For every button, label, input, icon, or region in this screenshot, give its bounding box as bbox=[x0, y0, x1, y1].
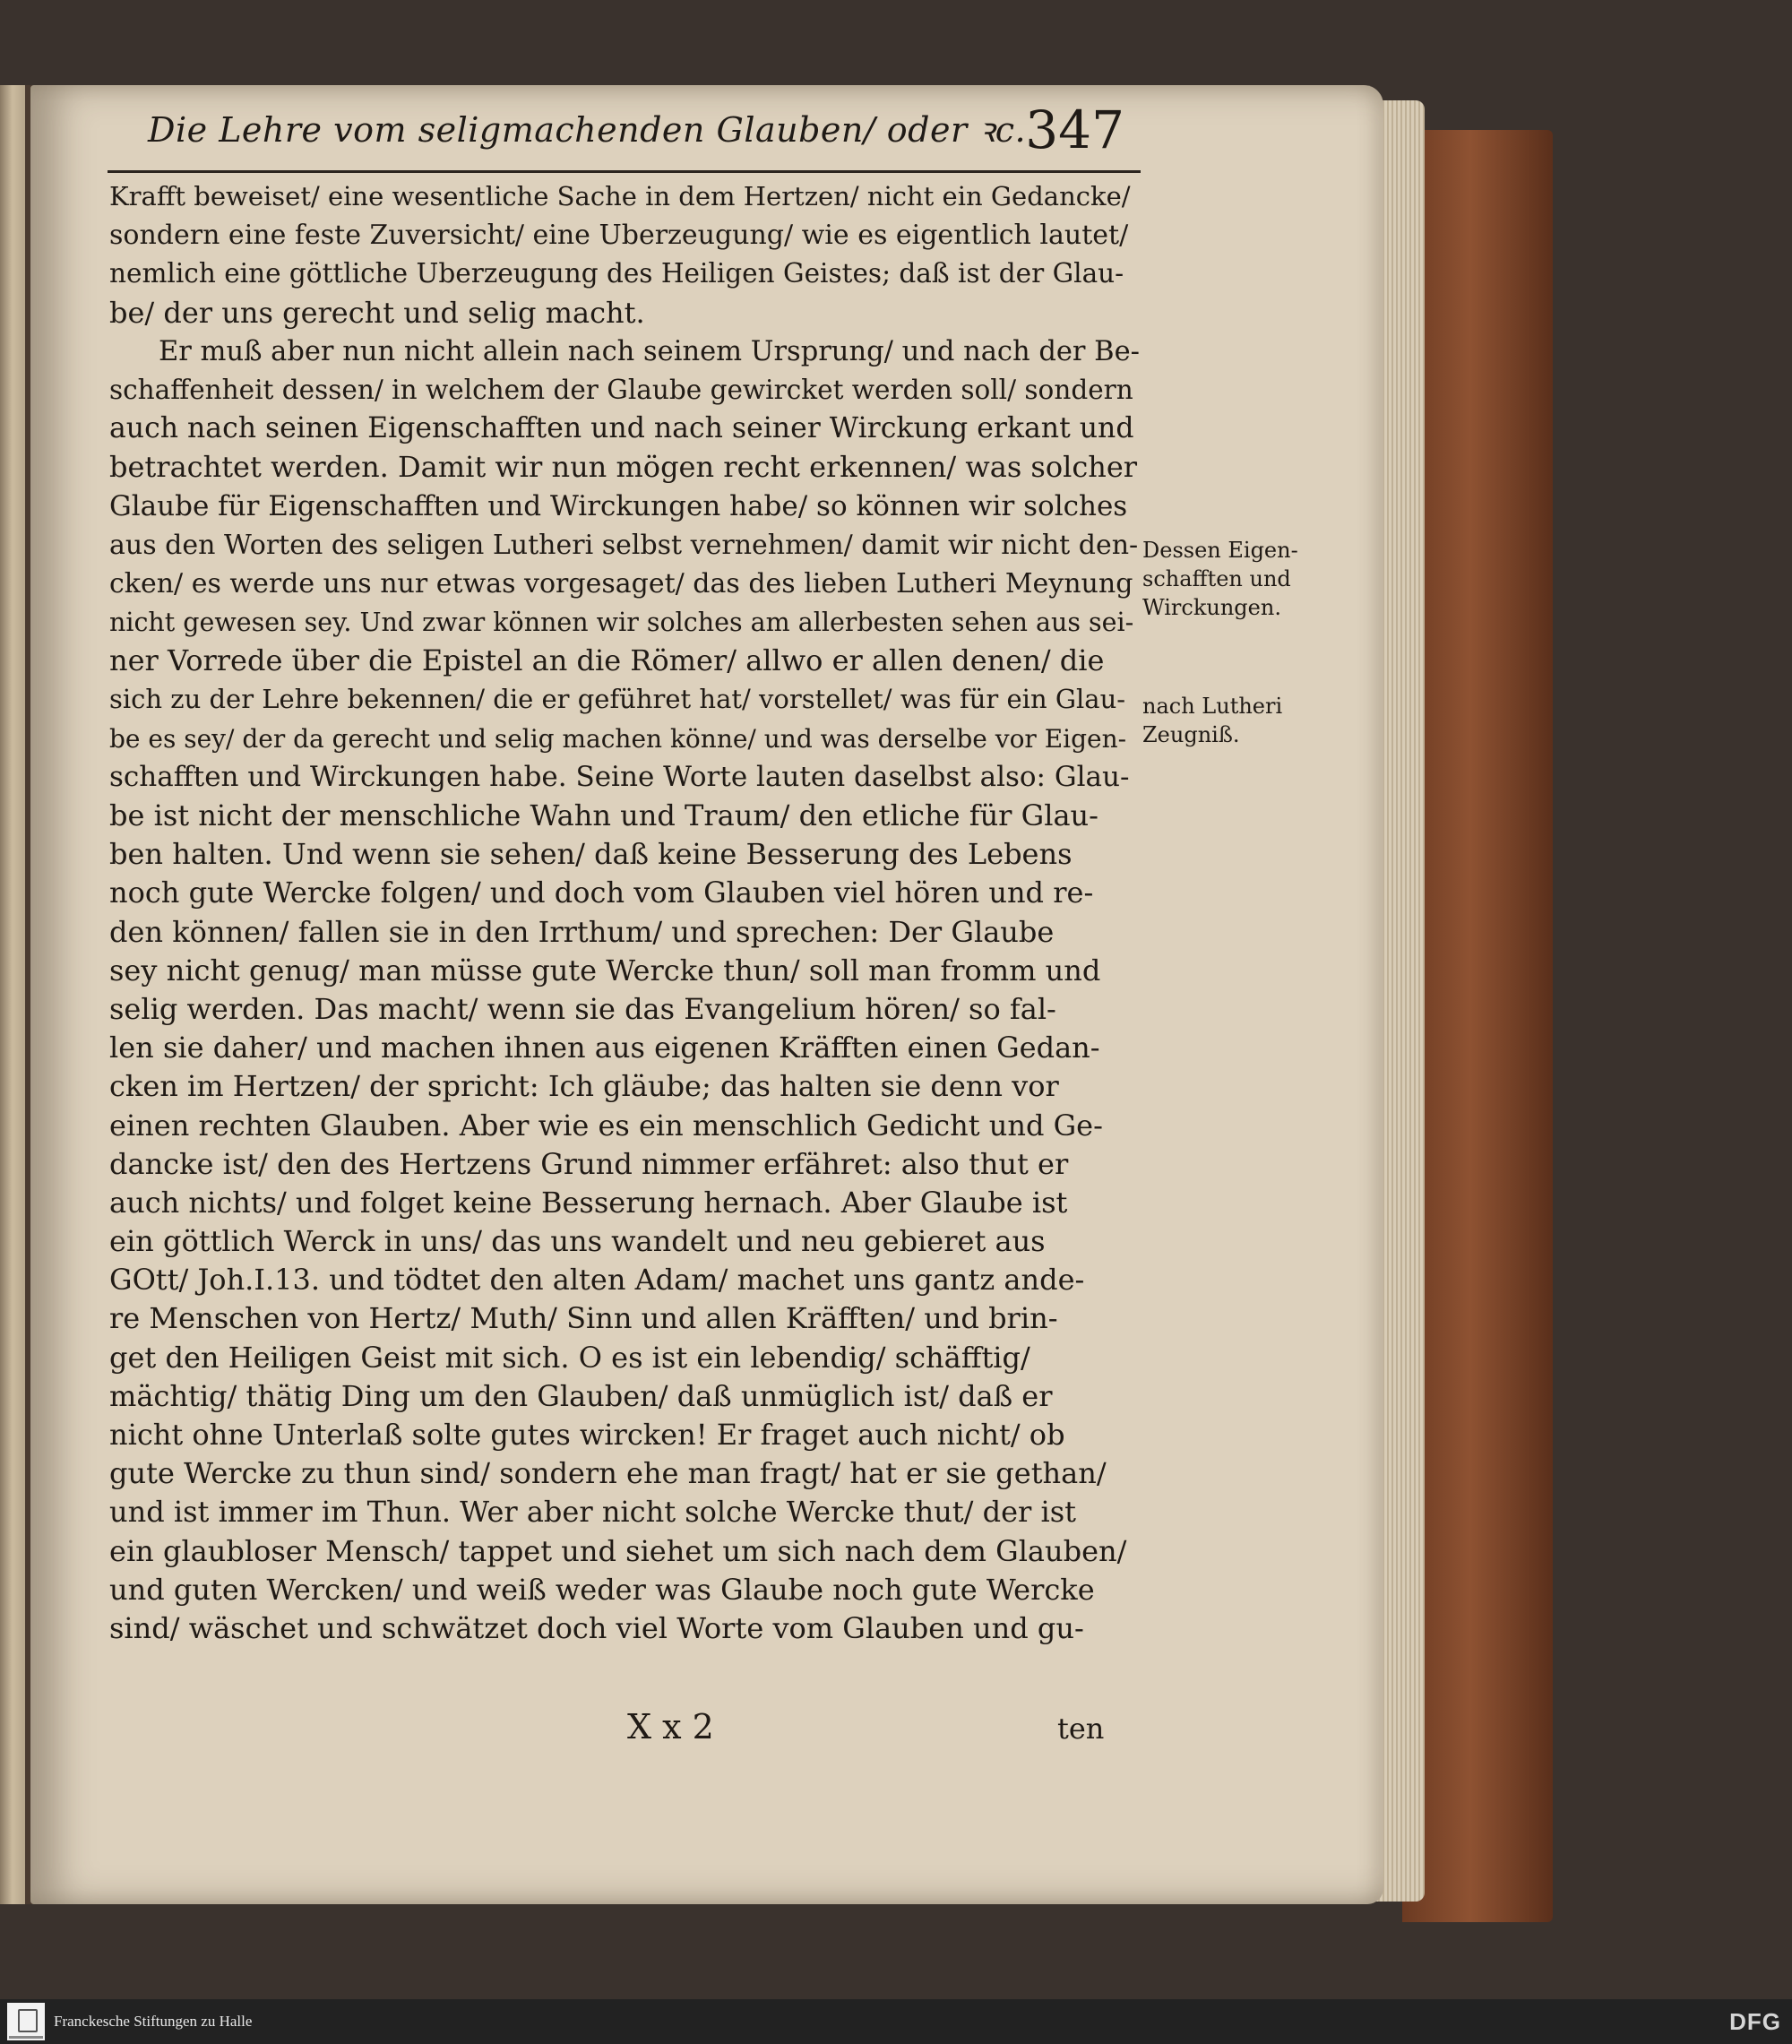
text-line: nicht ohne Unterlaß solte gutes wircken! Er fraget auch nicht/ ob bbox=[109, 1418, 1065, 1452]
running-title: Die Lehre vom seligmachenden Glauben/ oder ꝛc. bbox=[148, 110, 1027, 150]
text-line: auch nichts/ und folget keine Besserung hernach. Aber Glaube ist bbox=[109, 1185, 1068, 1220]
text-line: sind/ wäschet und schwätzet doch viel Worte vom Glauben und gu- bbox=[109, 1610, 1084, 1645]
margin-note-luther bbox=[1142, 692, 1322, 749]
text-line: sich zu der Lehre bekennen/ die er geführet hat/ vorstellet/ was für ein Glau- bbox=[109, 684, 1126, 715]
margin-note-line: Wirckungen. bbox=[1142, 595, 1281, 620]
margin-note-line: Dessen Eigen- bbox=[1142, 538, 1298, 563]
catchword: ten bbox=[1057, 1712, 1105, 1746]
facing-page-edge bbox=[0, 85, 25, 1904]
page-header bbox=[108, 90, 1142, 170]
institution-link[interactable]: Franckesche Stiftungen zu Halle bbox=[54, 2013, 253, 2030]
text-line: Glaube für Eigenschafften und Wirckungen habe/ so können wir solches bbox=[109, 489, 1128, 522]
dfg-logo[interactable]: DFG bbox=[1729, 2008, 1781, 2035]
text-line: cken/ es werde uns nur etwas vorgesaget/ das des lieben Lutheri Meynung bbox=[109, 567, 1133, 599]
text-line: aus den Worten des seligen Lutheri selbst vernehmen/ damit wir nicht den- bbox=[109, 529, 1139, 561]
text-line: betrachtet werden. Damit wir nun mögen recht erkennen/ was solcher bbox=[109, 450, 1138, 485]
text-line: GOtt/ Joh.I.13. und tödtet den alten Adam/ machet uns gantz ande- bbox=[109, 1263, 1085, 1298]
text-line: be/ der uns gerecht und selig macht. bbox=[109, 295, 645, 330]
text-line: gute Wercke zu thun sind/ sondern ehe man fragt/ hat er sie gethan/ bbox=[109, 1456, 1107, 1491]
text-line: be ist nicht der menschliche Wahn und Traum/ den etliche für Glau- bbox=[109, 798, 1098, 832]
text-line: re Menschen von Hertz/ Muth/ Sinn und allen Kräfften/ und brin- bbox=[109, 1301, 1058, 1336]
header-rule bbox=[108, 170, 1141, 173]
text-line: den können/ fallen sie in den Irrthum/ und sprechen: Der Glaube bbox=[109, 914, 1055, 949]
text-line: nemlich eine göttliche Uberzeugung des Heiligen Geistes; daß ist der Glau- bbox=[109, 258, 1124, 289]
text-line: cken im Hertzen/ der spricht: Ich gläube; das halten sie denn vor bbox=[109, 1069, 1059, 1104]
margin-note-properties bbox=[1142, 536, 1322, 622]
text-line: be es sey/ der da gerecht und selig machen könne/ und was derselbe vor Eigen- bbox=[109, 723, 1127, 754]
text-line: ner Vorrede über die Epistel an die Römer/ allwo er allen denen/ die bbox=[109, 643, 1105, 678]
text-line: ein göttlich Werck in uns/ das uns wandelt und neu gebieret aus bbox=[109, 1224, 1046, 1259]
text-line: dancke ist/ den des Hertzens Grund nimmer erfähret: also thut er bbox=[109, 1146, 1069, 1181]
text-line: mächtig/ thätig Ding um den Glauben/ daß unmüglich ist/ daß er bbox=[109, 1378, 1053, 1413]
text-line: auch nach seinen Eigenschafften und nach seiner Wirckung erkant und bbox=[109, 412, 1134, 445]
margin-note-line: Zeugniß. bbox=[1142, 722, 1240, 747]
text-line: schafften und Wirckungen habe. Seine Worte lauten daselbst also: Glau- bbox=[109, 760, 1130, 793]
text-line: einen rechten Glauben. Aber wie es ein menschlich Gedicht und Ge- bbox=[109, 1108, 1103, 1143]
page-number: 347 bbox=[1025, 99, 1124, 160]
text-line: ein glaubloser Mensch/ tappet und siehet um sich nach dem Glauben/ bbox=[109, 1533, 1127, 1568]
text-line: nicht gewesen sey. Und zwar können wir solches am allerbesten sehen aus sei- bbox=[109, 608, 1134, 638]
text-line: ben halten. Und wenn sie sehen/ daß keine Besserung des Lebens bbox=[109, 837, 1073, 872]
body-text bbox=[109, 177, 1140, 1648]
text-line: len sie daher/ und machen ihnen aus eigenen Kräfften einen Gedan- bbox=[109, 1031, 1100, 1065]
text-line: selig werden. Das macht/ wenn sie das Evangelium hören/ so fal- bbox=[109, 991, 1056, 1026]
text-line: und guten Wercken/ und weiß weder was Glaube noch gute Wercke bbox=[109, 1572, 1095, 1607]
text-line: get den Heiligen Geist mit sich. O es ist ein lebendig/ schäfftig/ bbox=[109, 1340, 1030, 1375]
margin-note-line: schafften und bbox=[1142, 566, 1291, 591]
text-line: und ist immer im Thun. Wer aber nicht solche Wercke thut/ der ist bbox=[109, 1495, 1077, 1530]
text-line: sondern eine feste Zuversicht/ eine Uberzeugung/ wie es eigentlich lautet/ bbox=[109, 220, 1129, 252]
text-line: sey nicht genug/ man müsse gute Wercke thun/ soll man fromm und bbox=[109, 953, 1101, 988]
text-line: schaffenheit dessen/ in welchem der Glaube gewircket werden soll/ sondern bbox=[109, 374, 1133, 405]
text-line: noch gute Wercke folgen/ und doch vom Glauben viel hören und re- bbox=[109, 875, 1094, 910]
viewer-footer bbox=[0, 1999, 1792, 2044]
text-line: Er muß aber nun nicht allein nach seinem Ursprung/ und nach der Be- bbox=[159, 335, 1140, 367]
institution-logo-icon[interactable] bbox=[7, 2003, 45, 2040]
text-line: Krafft beweiset/ eine wesentliche Sache in dem Hertzen/ nicht ein Gedancke/ bbox=[109, 181, 1131, 211]
signature-mark: X x 2 bbox=[627, 1707, 714, 1746]
margin-note-line: nach Lutheri bbox=[1142, 694, 1283, 719]
book-cover-edge bbox=[1402, 130, 1553, 1922]
